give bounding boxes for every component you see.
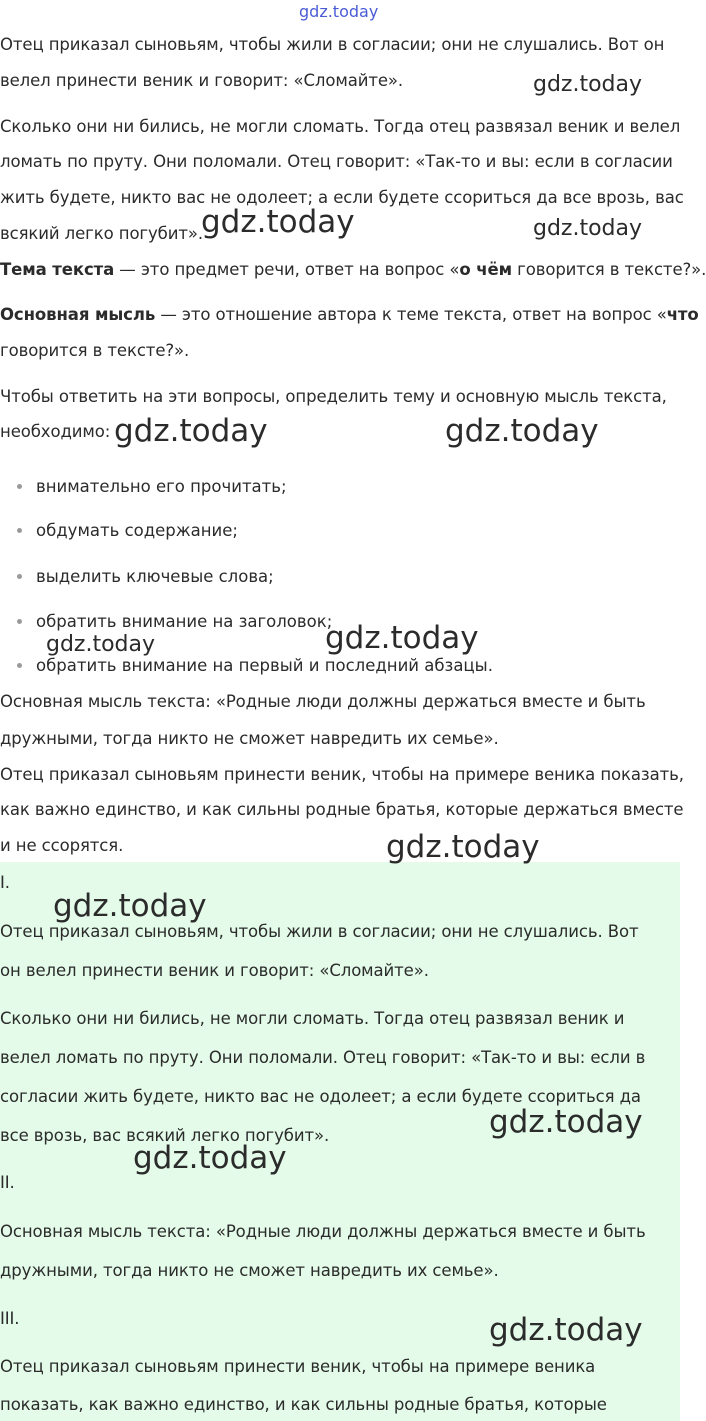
story-line: Сколько они ни бились, не могли сломать. Тогда отец развязал веник и велел <box>0 117 681 136</box>
explain-line: как важно единство, и как сильны родные братья, которые держаться вместе <box>0 800 684 819</box>
watermark: gdz.today <box>489 1312 643 1348</box>
story-line: жить будете, никто вас не одолеет; а если будете ссориться да все врозь, вас <box>0 188 684 207</box>
answer-line: велел ломать по пруту. Они поломали. Отец говорит: «Так-то и вы: если в <box>0 1048 646 1067</box>
bullet-dot <box>17 528 22 533</box>
answer-line: Сколько они ни бились, не могли сломать. Тогда отец развязал веник и <box>0 1009 625 1028</box>
watermark: gdz.today <box>386 829 540 865</box>
list-item: обдумать содержание; <box>36 521 238 540</box>
theme-text-end: говорится в тексте?». <box>511 260 706 279</box>
how-line: Чтобы ответить на эти вопросы, определить тему и основную мысль текста, <box>0 387 667 406</box>
list-item: обратить внимание на первый и последний абзацы. <box>36 656 493 675</box>
watermark: gdz.today <box>533 216 643 241</box>
section-number: II. <box>0 1173 15 1192</box>
answer-line: показать, как важно единство, и как сильны родные братья, которые <box>0 1395 607 1414</box>
idea-definition <box>0 305 699 324</box>
idea-term: Основная мысль <box>0 305 156 324</box>
section-number: III. <box>0 1309 20 1328</box>
story-line: Отец приказал сыновьям, чтобы жили в согласии; они не слушались. Вот он <box>0 35 665 54</box>
section-number: I. <box>0 873 10 892</box>
how-line: необходимо: <box>0 422 111 441</box>
watermark: gdz.today <box>133 1140 287 1176</box>
idea-line: дружными, тогда никто не сможет навредить их семье». <box>0 729 499 748</box>
bullet-dot <box>17 484 22 489</box>
watermark: gdz.today <box>201 204 355 240</box>
bullet-dot <box>17 619 22 624</box>
watermark-top: gdz.today <box>299 2 379 21</box>
idea-question: что <box>666 305 699 324</box>
watermark: gdz.today <box>114 413 268 449</box>
list-item: обратить внимание на заголовок; <box>36 612 333 631</box>
theme-term: Тема текста <box>0 260 115 279</box>
explain-line: и не ссорятся. <box>0 836 124 855</box>
watermark: gdz.today <box>533 72 643 97</box>
answer-line: все врозь, вас всякий легко погубит». <box>0 1126 330 1145</box>
list-item: внимательно его прочитать; <box>36 477 287 496</box>
watermark: gdz.today <box>445 413 599 449</box>
theme-question: о чём <box>459 260 512 279</box>
idea-line: Основная мысль текста: «Родные люди должны держаться вместе и быть <box>0 692 646 711</box>
explain-line: Отец приказал сыновьям принести веник, чтобы на примере веника показать, <box>0 765 684 784</box>
watermark: gdz.today <box>489 1104 643 1140</box>
answer-line: Основная мысль текста: «Родные люди должны держаться вместе и быть <box>0 1222 646 1241</box>
answer-line: согласии жить будете, никто вас не одолеет; а если будете ссориться да <box>0 1087 641 1106</box>
watermark: gdz.today <box>325 620 479 656</box>
story-line: всякий легко погубит». <box>0 224 204 243</box>
list-item: выделить ключевые слова; <box>36 567 274 586</box>
watermark: gdz.today <box>53 888 207 924</box>
answer-line: он велел принести веник и говорит: «Сломайте». <box>0 961 429 980</box>
idea-text: — это отношение автора к теме текста, ответ на вопрос « <box>155 305 667 324</box>
watermark: gdz.today <box>46 632 156 657</box>
theme-text: — это предмет речи, ответ на вопрос « <box>114 260 460 279</box>
answer-line: Отец приказал сыновьям, чтобы жили в согласии; они не слушались. Вот <box>0 922 639 941</box>
bullet-dot <box>17 663 22 668</box>
idea-definition-line2: говорится в тексте?». <box>0 341 190 360</box>
theme-definition <box>0 260 706 279</box>
bullet-dot <box>17 574 22 579</box>
answer-line: Отец приказал сыновьям принести веник, чтобы на примере веника <box>0 1357 596 1376</box>
answer-line: дружными, тогда никто не сможет навредить их семье». <box>0 1261 499 1280</box>
story-line: ломать по пруту. Они поломали. Отец говорит: «Так-то и вы: если в согласии <box>0 152 673 171</box>
story-line: велел принести веник и говорит: «Сломайте». <box>0 71 404 90</box>
